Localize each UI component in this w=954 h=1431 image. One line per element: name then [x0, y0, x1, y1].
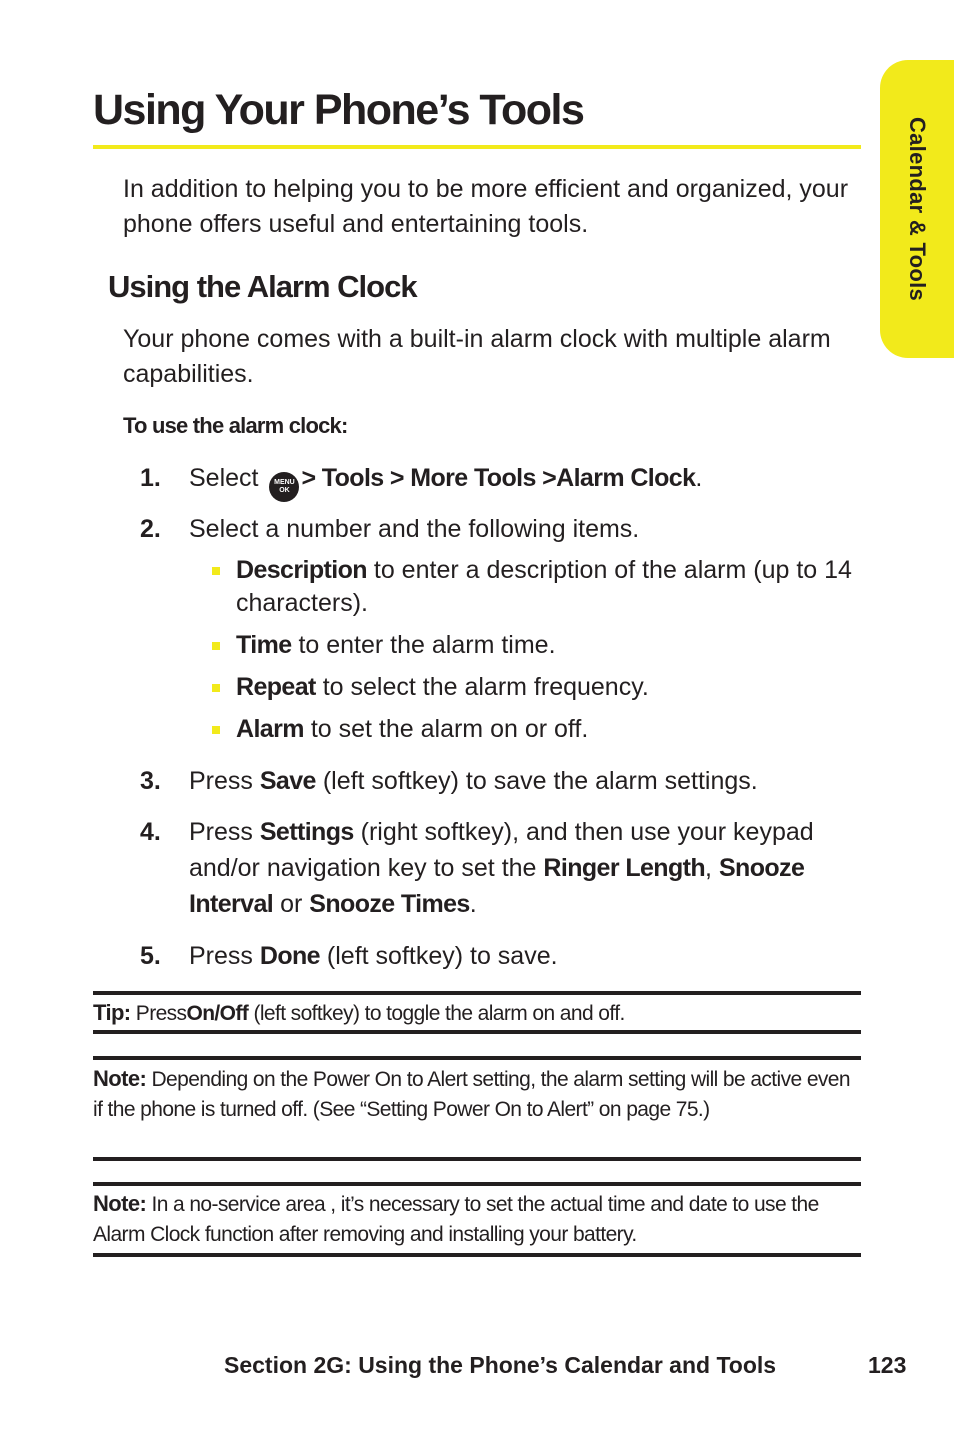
step-text: Select a number and the following items.	[189, 515, 640, 543]
footer-section-title: Section 2G: Using the Phone’s Calendar and Tools	[224, 1352, 777, 1378]
tip-box: Tip: PressOn/Off (left softkey) to toggle the alarm on and off.	[93, 991, 861, 1034]
bullet-square-icon	[212, 642, 220, 650]
procedure-label: To use the alarm clock:	[123, 413, 348, 438]
section-side-tab	[880, 60, 954, 358]
step-number: 4.	[140, 818, 161, 846]
note-label: Note:	[93, 1191, 147, 1216]
menu-path: > Tools > More Tools >Alarm Clock	[301, 464, 696, 492]
tip-key: On/Off	[186, 1002, 249, 1025]
bullet-term: Description	[236, 556, 367, 584]
section-heading: Using the Alarm Clock	[108, 269, 417, 304]
option-ringer-length: Ringer Length	[543, 854, 706, 882]
bullet-term: Repeat	[236, 673, 316, 701]
step-number: 1.	[140, 464, 161, 492]
menu-ok-key-icon: MENU OK	[269, 472, 299, 502]
title-rule	[93, 145, 861, 149]
option-snooze-times: Snooze Times	[309, 890, 470, 918]
bullet-term: Alarm	[236, 715, 304, 743]
note-label: Note:	[93, 1066, 147, 1091]
softkey-label: Done	[259, 942, 320, 970]
step-prefix: Select	[189, 464, 259, 492]
bullet-square-icon	[212, 567, 220, 575]
bullet-square-icon	[212, 684, 220, 692]
intro-paragraph: In addition to helping you to be more efficient and organized, your phone offers useful and entertaining tools.	[123, 175, 849, 238]
page-number: 123	[868, 1352, 907, 1378]
bullet-text: to select the alarm frequency.	[322, 673, 649, 701]
note-text: In a no-service area , it’s necessary to set the actual time and date to use the Alarm Clock function after removing and installing your battery.	[93, 1193, 819, 1246]
softkey-label: Save	[259, 767, 316, 795]
step-number: 2.	[140, 515, 161, 543]
side-tab-label: Calendar & Tools	[905, 116, 930, 302]
note-text: Depending on the Power On to Alert setting, the alarm setting will be active even if the phone is turned off. (See “Setting Power On to Alert” on page 75.)	[93, 1068, 850, 1121]
bullet-text: to enter a description of the alarm (up to 14 characters).	[236, 556, 852, 617]
page-title: Using Your Phone’s Tools	[93, 86, 584, 134]
option-snooze-interval: Snooze Interval	[189, 854, 805, 918]
bullet-square-icon	[212, 726, 220, 734]
bullet-text: to set the alarm on or off.	[310, 715, 589, 743]
step-number: 5.	[140, 942, 161, 970]
bullet-term: Time	[236, 631, 292, 659]
note-box	[93, 1182, 861, 1257]
bullet-text: to enter the alarm time.	[298, 631, 556, 659]
note-box	[93, 1056, 861, 1161]
section-description: Your phone comes with a built-in alarm clock with multiple alarm capabilities.	[123, 325, 831, 388]
tip-label: Tip:	[93, 1000, 131, 1025]
softkey-label: Settings	[259, 818, 354, 846]
step-number: 3.	[140, 767, 161, 795]
